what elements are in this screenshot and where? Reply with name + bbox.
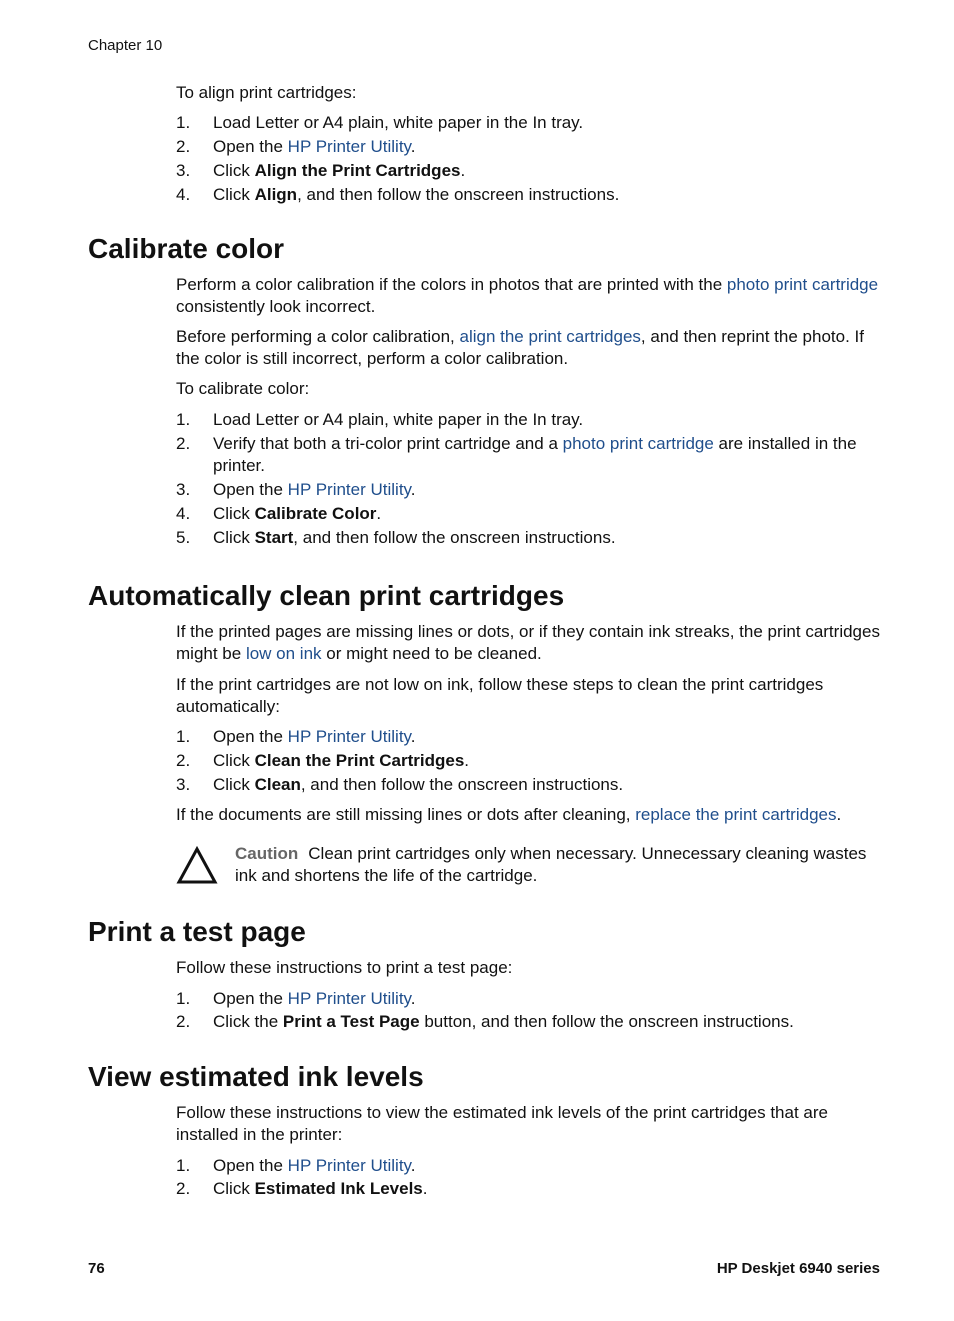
- align-section: [176, 82, 886, 208]
- photo-print-cartridge-link[interactable]: photo print cartridge: [562, 434, 714, 453]
- align-print-cartridges-link[interactable]: align the print cartridges: [459, 327, 641, 346]
- caution-triangle-icon: [176, 845, 218, 885]
- caution-label: Caution: [235, 844, 299, 863]
- align-intro: To align print cartridges:: [176, 83, 357, 102]
- calibrate-section: [176, 274, 886, 549]
- caution-text: Caution Clean print cartridges only when necessary. Unnecessary cleaning wastes ink and shortens the life of the cartridge.: [235, 844, 867, 885]
- paragraph: Before performing a color calibration, align the print cartridges, and then reprint the photo. If the color is still incorrect, perform a color calibration.: [176, 327, 864, 368]
- list-item: 2. Open the HP Printer Utility.: [176, 137, 416, 156]
- list-item: 3. Click Clean, and then follow the onscreen instructions.: [176, 775, 624, 794]
- list-item: 1. Load Letter or A4 plain, white paper in the In tray.: [176, 410, 584, 429]
- clean-steps: [176, 726, 886, 796]
- ink-intro: Follow these instructions to view the estimated ink levels of the print cartridges that are installed in the printer:: [176, 1103, 828, 1144]
- list-item: 5. Click Start, and then follow the onscreen instructions.: [176, 528, 616, 547]
- test-page-heading: Print a test page: [88, 916, 306, 947]
- page-number: 76: [88, 1260, 105, 1277]
- testpage-section: [176, 957, 886, 1033]
- list-item: 3. Open the HP Printer Utility.: [176, 480, 416, 499]
- chapter-header: Chapter 10: [88, 37, 163, 54]
- hp-printer-utility-link[interactable]: HP Printer Utility: [287, 727, 411, 746]
- product-name: HP Deskjet 6940 series: [716, 1260, 880, 1277]
- calibrate-color-heading: Calibrate color: [88, 233, 285, 264]
- caution-note: [176, 843, 886, 887]
- replace-print-cartridges-link[interactable]: replace the print cartridges: [635, 805, 837, 824]
- list-item: 1. Open the HP Printer Utility.: [176, 989, 416, 1008]
- list-item: 2. Click Clean the Print Cartridges.: [176, 751, 470, 770]
- list-item: 1. Open the HP Printer Utility.: [176, 1156, 416, 1175]
- ink-levels-heading: View estimated ink levels: [88, 1061, 424, 1092]
- paragraph: If the printed pages are missing lines or dots, or if they contain ink streaks, the print cartridges might be low on ink or might need to be cleaned.: [176, 622, 880, 663]
- calibrate-intro: To calibrate color:: [176, 379, 310, 398]
- photo-print-cartridge-link[interactable]: photo print cartridge: [726, 275, 879, 294]
- hp-printer-utility-link[interactable]: HP Printer Utility: [287, 137, 411, 156]
- paragraph: If the documents are still missing lines or dots after cleaning, replace the print cartridges.: [176, 805, 842, 824]
- hp-printer-utility-link[interactable]: HP Printer Utility: [287, 480, 411, 499]
- list-item: 4. Click Align, and then follow the onscreen instructions.: [176, 185, 620, 204]
- paragraph: If the print cartridges are not low on ink, follow these steps to clean the print cartridges automatically:: [176, 675, 824, 716]
- list-item: 1. Load Letter or A4 plain, white paper in the In tray.: [176, 113, 584, 132]
- list-item: 2. Click the Print a Test Page button, and then follow the onscreen instructions.: [176, 1012, 794, 1031]
- clean-cartridges-heading: Automatically clean print cartridges: [88, 580, 565, 611]
- clean-section: [176, 621, 886, 826]
- ink-steps: [176, 1155, 886, 1200]
- list-item: 2. Click Estimated Ink Levels.: [176, 1179, 428, 1198]
- testpage-intro: Follow these instructions to print a test page:: [176, 958, 513, 977]
- list-item: 2. Verify that both a tri-color print cartridge and a photo print cartridge are installed in the printer.: [176, 434, 857, 475]
- low-on-ink-link[interactable]: low on ink: [245, 644, 322, 663]
- testpage-steps: [176, 988, 886, 1033]
- list-item: 1. Open the HP Printer Utility.: [176, 727, 416, 746]
- paragraph: Perform a color calibration if the colors in photos that are printed with the photo print cartridge consistently look incorrect.: [176, 275, 879, 316]
- ink-section: [176, 1102, 886, 1200]
- hp-printer-utility-link[interactable]: HP Printer Utility: [287, 989, 411, 1008]
- list-item: 3. Click Align the Print Cartridges.: [176, 161, 466, 180]
- calibrate-steps: [176, 409, 886, 549]
- hp-printer-utility-link[interactable]: HP Printer Utility: [287, 1156, 411, 1175]
- align-steps: [176, 112, 886, 208]
- list-item: 4. Click Calibrate Color.: [176, 504, 382, 523]
